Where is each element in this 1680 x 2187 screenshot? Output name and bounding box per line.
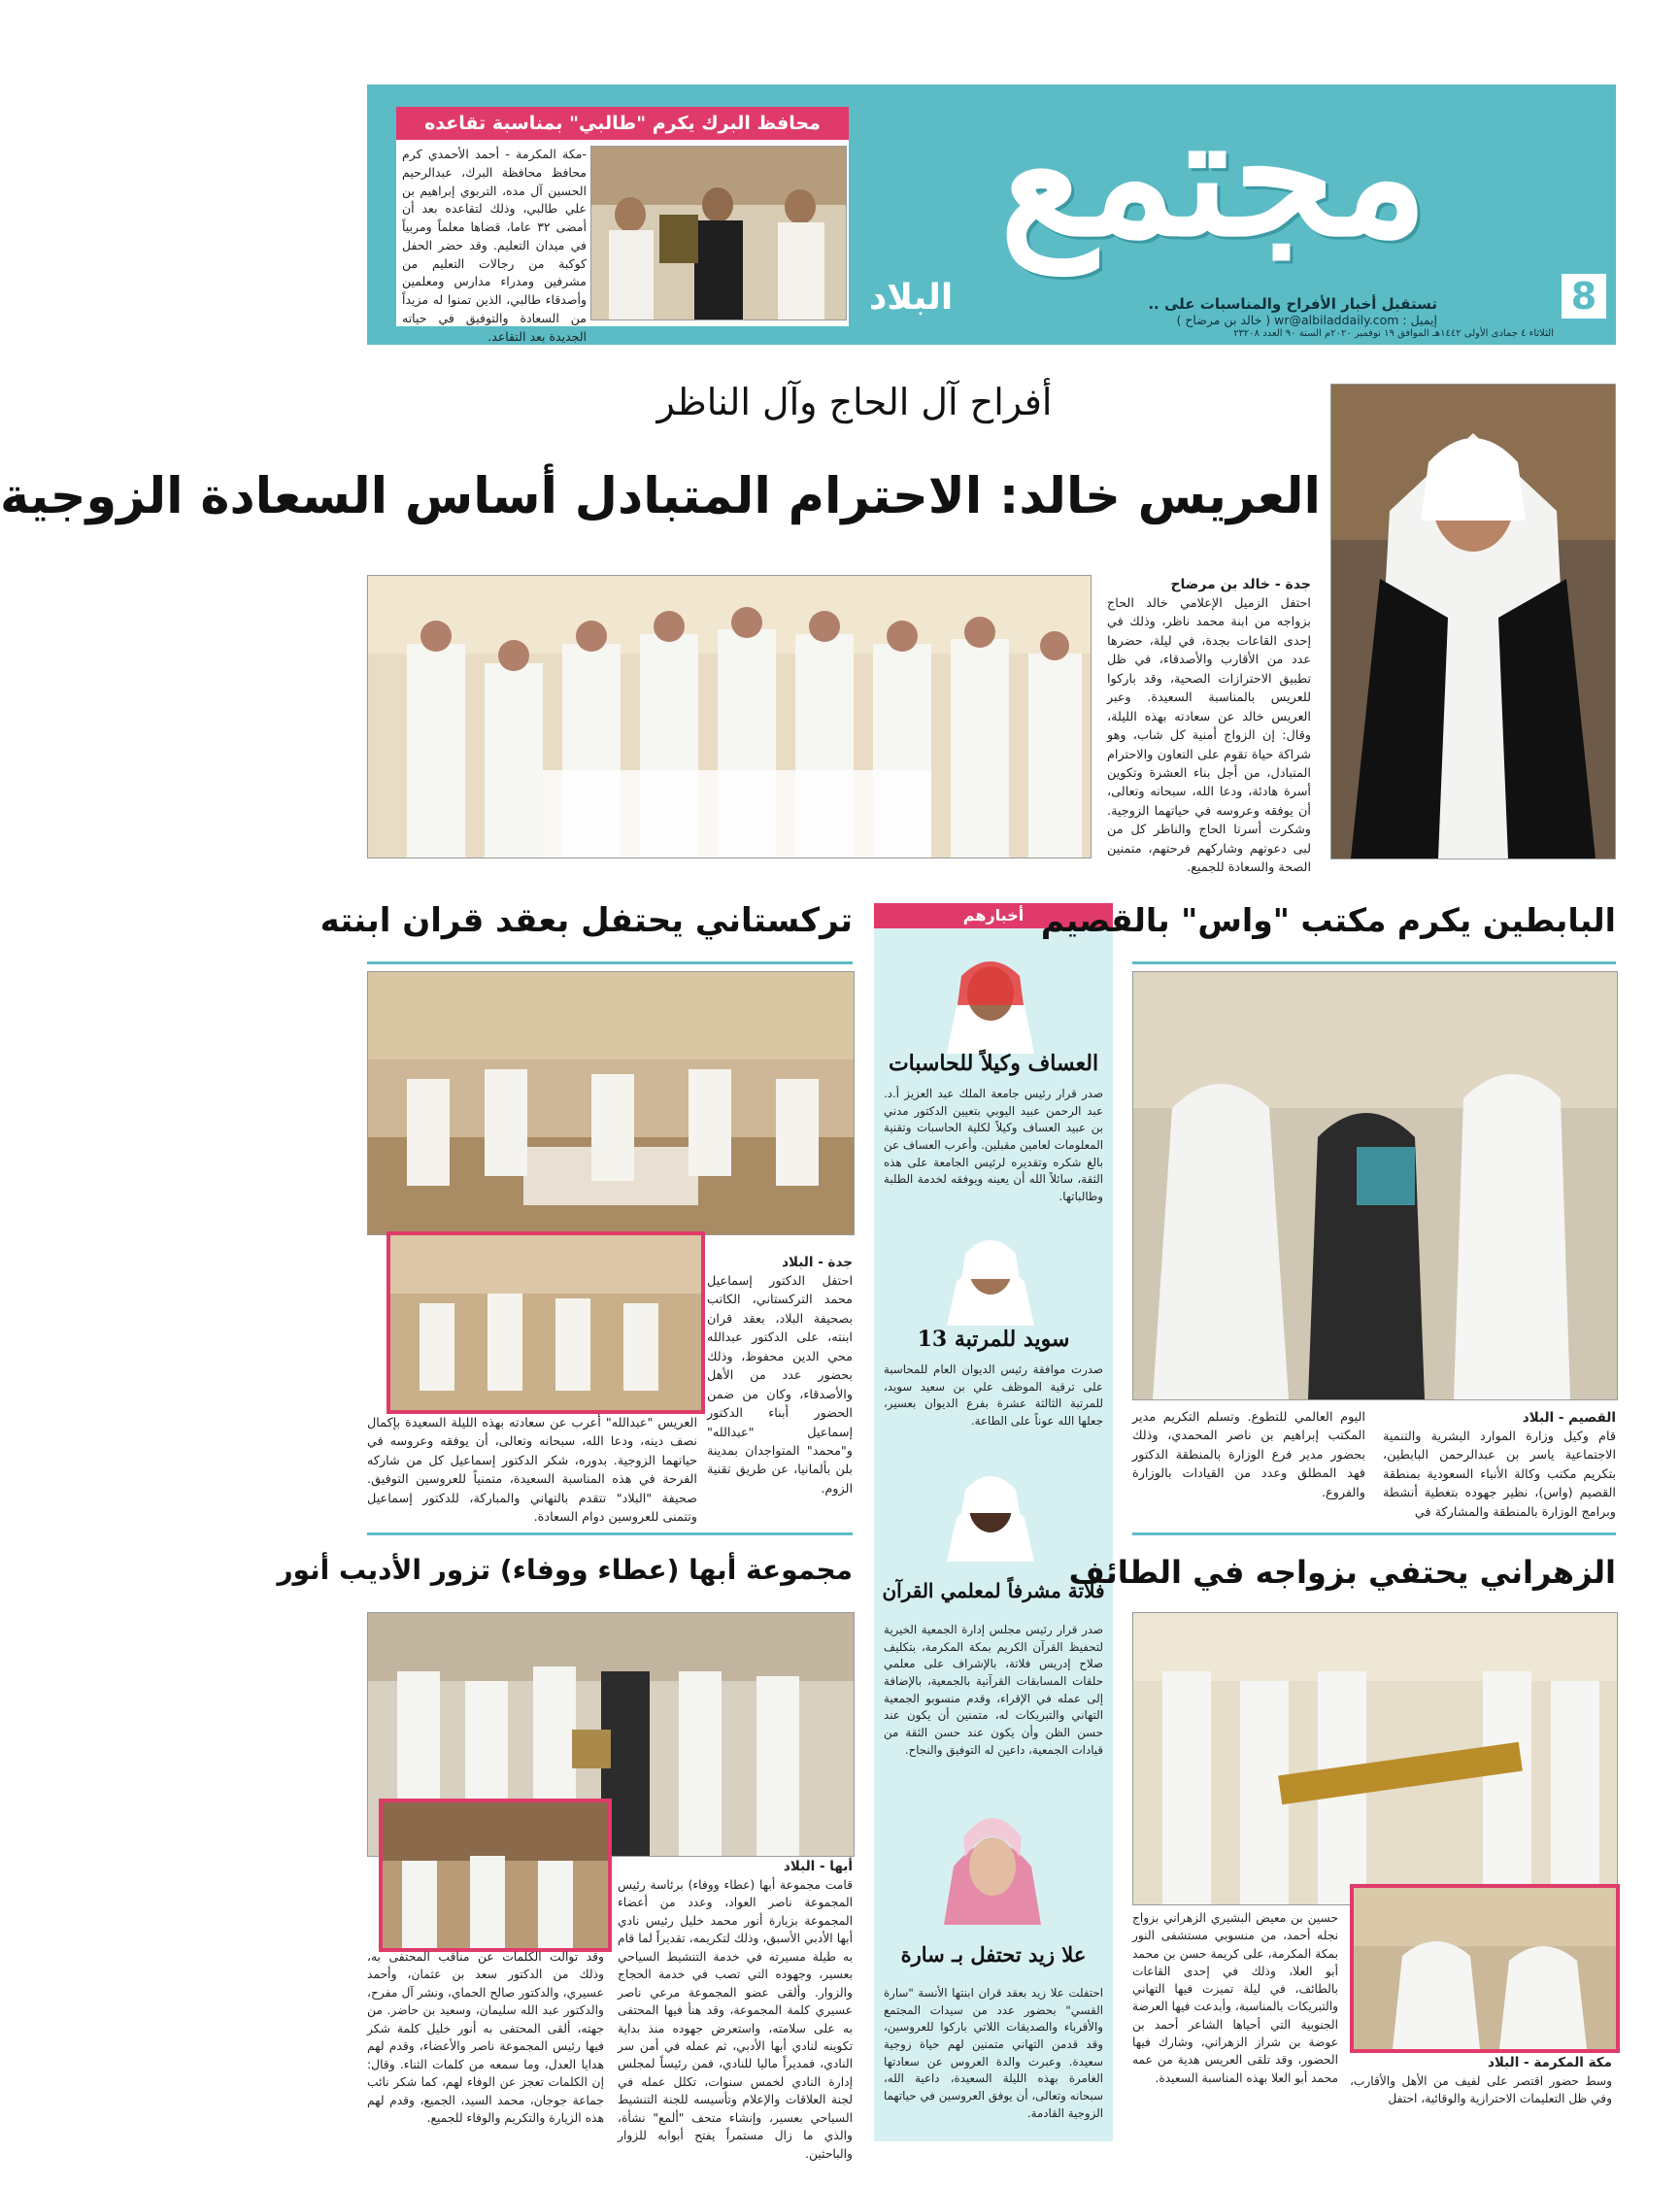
news-item3-name: فلاتة مشرفاً لمعلمي القرآن [882, 1579, 1105, 1602]
news-item3-photo [932, 1455, 1049, 1562]
story-left2-headline: مجموعة أبها (عطاء ووفاء) تزور الأديب أنور [277, 1554, 853, 1586]
story-right1-body-a: قام وكيل وزارة الموارد البشرية والتنمية الاجتماعية ياسر بن عبدالرحمن البابطين، بتكريم مكتب وكالة الأنباء السعودية بمنطقة القصيم (واس)، نظير جهوده بتغطية أنشطة وبرامج الوزارة بالمنطقة والمشاركة في [1383, 1430, 1616, 1520]
news-item2-body: صدرت موافقة رئيس الديوان العام للمحاسبة على ترقية الموظف علي بن سعيد سويد، للمرتبة الثالثة عشرة بفرع الديوان بعسير، جعلها الله عوناً على الطاعة. [884, 1363, 1103, 1429]
news-item1-body: صدر قرار رئيس جامعة الملك عبد العزيز أ.د. عبد الرحمن عبيد اليوبي بتعيين الدكتور مدني بن عبيد العساف وكيلاً لكلية الحاسبات وتقنية المعلومات لعامين مقبلين. وأعرب العساف عن بالغ شكره وتقديره لرئيس الجامعة على هذه الثقة، سائلاً الله أن يعينه ويوفقه لخدمة الطلبة وطالباتها. [884, 1087, 1103, 1204]
lead-kicker: أفراح آل الحاج وآل الناظر [656, 381, 1053, 423]
news-item2-photo [932, 1219, 1049, 1326]
story-right1-body-b: اليوم العالمي للتطوع. وتسلم التكريم مدير المكتب إبراهيم بن ناصر المحمدي، وذلك بحضور مدير فرع الوزارة بالمنطقة الدكتور فهد المطلق وعدد من القيادات بالوزارة والفروع. [1132, 1410, 1365, 1500]
story-left1-inset-photo [386, 1231, 705, 1414]
story-left1-photo [367, 971, 855, 1235]
section-title: مجتمع [999, 80, 1428, 274]
lead-dateline: جدة - خالد بن مرضاح [1170, 577, 1311, 592]
news-column-header: أخبارهم [874, 903, 1113, 928]
story-left1-headline: تركستاني يحتفل بعقد قران ابنته [319, 901, 853, 940]
story-left1-dateline: جدة - البلاد [782, 1255, 853, 1270]
story-right2-top-rule [1132, 1532, 1616, 1535]
news-item3-body: صدر قرار رئيس مجلس إدارة الجمعية الخيرية لتحفيظ القرآن الكريم بمكة المكرمة، بتكليف صلاح إدريس فلاتة، بالإشراف على معلمي حلقات المسابقات القرآنية بالجمعية، بالإضافة إلى عمله في الإقراء، وقدم منسوبو الجمعية التهاني والتبريكات له، متمنين أن يكون عند حسن الظن وأن يكون عند حسن الثقة من قيادات الجمعية، داعين له التوفيق والنجاح. [884, 1623, 1103, 1757]
story-left2-inset-photo [379, 1799, 612, 1952]
story-left2-top-rule [367, 1532, 853, 1535]
masthead-dateline: الثلاثاء ٤ جمادى الأولى ١٤٤٢هـ الموافق ١٩ نوفمبر ٢٠٢٠م السنة ٩٠ العدد ٢٣٢٠٨ [1233, 328, 1554, 339]
story-right2-body-b: وسط حضور اقتصر على لفيف من الأهل والأقارب، وفي ظل التعليمات الاحترازية والوقائية، احتفل [1350, 2074, 1612, 2106]
story-right1-headline: البابطين يكرم مكتب "واس" بالقصيم [1040, 901, 1616, 939]
lead-group-photo [367, 575, 1092, 858]
news-item4-photo [932, 1799, 1053, 1925]
news-item1-name: العساف وكيلاً للحاسبات [888, 1051, 1099, 1076]
story-right2-photo [1132, 1612, 1618, 1905]
news-item1-photo [923, 937, 1058, 1054]
masthead-tagline: تستقبل أخبار الأفراح والمناسبات على .. [1148, 295, 1437, 313]
groom-portrait [1330, 384, 1616, 859]
news-item4-body: احتفلت علا زيد بعقد قران ابنتها الأنسة "سارة القسي" بحضور عدد من سيدات المجتمع والأقرباء والصديقات اللاتي باركوا للعروسين، وقد قدمن التهاني متمنين لهم حياة زوجية سعيدة. وعبرت والدة العروس عن سعادتها الغامرة بهذه الليلة السعيدة، داعية الله، سبحانه وتعالى، أن يوفق العروسين في حياتهما الزوجية القادمة. [884, 1986, 1103, 2120]
story-left1-rule [367, 961, 853, 964]
top-box-title: محافظ البرك يكرم "طالبي" بمناسبة تقاعده [396, 107, 849, 140]
story-right1-photo [1132, 971, 1618, 1400]
page-number-box: 8 [1562, 274, 1606, 319]
top-box-photo [590, 146, 847, 320]
story-right2-headline: الزهراني يحتفي بزواجه في الطائف [1068, 1554, 1616, 1591]
brand-logo: البلاد [868, 278, 954, 318]
news-item4-name: علا زيد تحتفل بـ سارة [900, 1942, 1087, 1967]
masthead-email: إيميل : wr@albiladdaily.com ( خالد بن مرضاح ) [1176, 313, 1437, 327]
story-left1-body-a: احتفل الدكتور إسماعيل محمد التركستاني، الكاتب بصحيفة البلاد، بعقد قران ابنته، على الدكتور عبدالله محي الدين محفوظ، وذلك بحضور عدد من الأهل والأصدقاء، وكان من ضمن الحضور أبناء الدكتور إسماعيل "عبدالله" و"محمد" المتواجدان بمدينة بلن بألمانيا، عن طريق تقنية الزوم. [707, 1274, 853, 1497]
lead-headline: العريس خالد: الاحترام المتبادل أساس السعادة الزوجية [0, 468, 1321, 525]
top-box-body: -مكة المكرمة - أحمد الأحمدي كرم محافظ محافظة البرك، عبدالرحيم الحسين آل مده، التربوي إبراهيم بن علي طالبي، وذلك لتقاعده بعد أن أمضى ٣٢ عاما، قضاها معلماً ومربياً في ميدان التعليم. وقد حضر الحفل كوكبة من رجالات التعليم من مشرفين ومدراء مدارس ومعلمين وأصدقاء طالبي، الذين تمنوا له مزيداً من السعادة والتوفيق في حياته الجديدة بعد التقاعد. [402, 147, 587, 344]
story-left2-body-a: قامت مجموعة أبها (عطاء ووفاء) برئاسة رئيس المجموعة ناصر العواد، وعدد من أعضاء المجموعة بزيارة أنور محمد خليل رئيس نادي أبها الأدبي الأسبق، وذلك لتكريمه، تقديراً لما قام به طيلة مسيرته في خدمة التنشيط السياحي بعسير، وجهوده التي تصب في خدمة الحجاج والزوار. وألقى عضو المجموعة مرعي ناصر عسيري كلمة المجموعة، وقد هنأ فيها المحتفى به على سلامته، واستعرض جهوده منذ بداية تكوينه لنادي أبها الأدبي، ثم عمله في أمن سر النادي، فمديراً ماليا للنادي، فمن رئيساً لمجلس إدارة النادي لخمس سنوات، تكلل عمله في لجنة العلاقات والإعلام وتأسيسه للجنة التنشيط السياحي بعسير، وإنشاء متحف "ألمع" نشأة، والذي ما زال مستمراً يفتح أبوابه للزوار والباحثين. [618, 1878, 853, 2161]
story-left2-body-b: وقد توالت الكلمات عن مناقب المحتفى به، وذلك من الدكتور سعد بن عثمان، وأحمد عسيري، والدكتور صالح الحماي، ونشر آل مفرح، والدكتور عبد الله سليمان، وسعيد بن حاضر. من جهته، ألقى المحتفى به أنور خليل كلمة شكر فيها رئيس المجموعة ناصر والأعضاء، وقدم لهم هدايا العدل، وما سمعه من كلمات الثناء. وقال: إن الكلمات تعجز عن الوفاء لهم، كما شكر نائب جماعة جوجان، محمد السيد، الجميع، وقدم لهم هذه الزيارة والتكريم والوفاء للجميع. [367, 1950, 604, 2125]
story-right2-body-a: حسين بن معيض البشيري الزهراني بزواج نجله أحمد، من منسوبي مستشفى النور بمكة المكرمة، على كريمة حسن بن محمد أبو العلا، وذلك في إحدى القاعات بالطائف، في ليلة تميزت فيها التهاني والتبريكات بالمناسبة، وأبدعت فيها العرضة الجنوبية التي أحياها الشاعر أحمد بن عوضة بن شراز الزهراني، وشارك فيها الحضور، وقد تلقى العريس هدية من عمه محمد أبو العلا بهذه المناسبة السعيدة. [1132, 1911, 1338, 2085]
story-right2-inset-photo [1350, 1884, 1620, 2053]
story-left1-body-b: العريس "عبدالله" أعرب عن سعادته بهذه الليلة السعيدة بإكمال نصف دينه، ودعا الله، سبحانه وتعالى، أن يوفقه وعروسه في حياتهما الزوجية. بدوره، شكر الدكتور إسماعيل كل من شاركه الفرحة في هذه المناسبة السعيدة، متمنياً للعروسين التوفيق. صحيفة "البلاد" تتقدم بالتهاني والمباركة، للدكتور إسماعيل وتتمنى للعروسين دوام السعادة. [367, 1416, 697, 1526]
story-right1-dateline: القصيم - البلاد [1522, 1410, 1616, 1426]
lead-body: احتفل الزميل الإعلامي خالد الحاج بزواجه من ابنة محمد ناظر، وذلك في إحدى القاعات بجدة، في ليلة، حضرها عدد من الأقارب والأصدقاء، في ظل تطبيق الاحترازات الصحية، وقد باركوا للعريس بالمناسبة السعيدة. وعبر العريس خالد عن سعادته بهذه الليلة، وقال: إن الزواج أمنية كل شاب، وهو شراكة حياة تقوم على التعاون والاحترام المتبادل، من أجل بناء العشرة وتكوين أسرة هادئة، ودعا الله، سبحانه وتعالى، أن يوفقه وعروسه في حياتهما الزوجية. وشكرت أسرتا الحاج والناظر كل من لبى دعوتهم وشاركهم فرحتهم، متمنين الصحة والسعادة للجميع. [1107, 596, 1311, 876]
story-left2-dateline: أبها - البلاد [783, 1859, 853, 1874]
news-item2-name: سويد للمرتبة 13 [917, 1327, 1070, 1352]
story-right1-rule [1132, 961, 1616, 964]
story-right2-dateline: مكة المكرمة - البلاد [1487, 2055, 1612, 2070]
